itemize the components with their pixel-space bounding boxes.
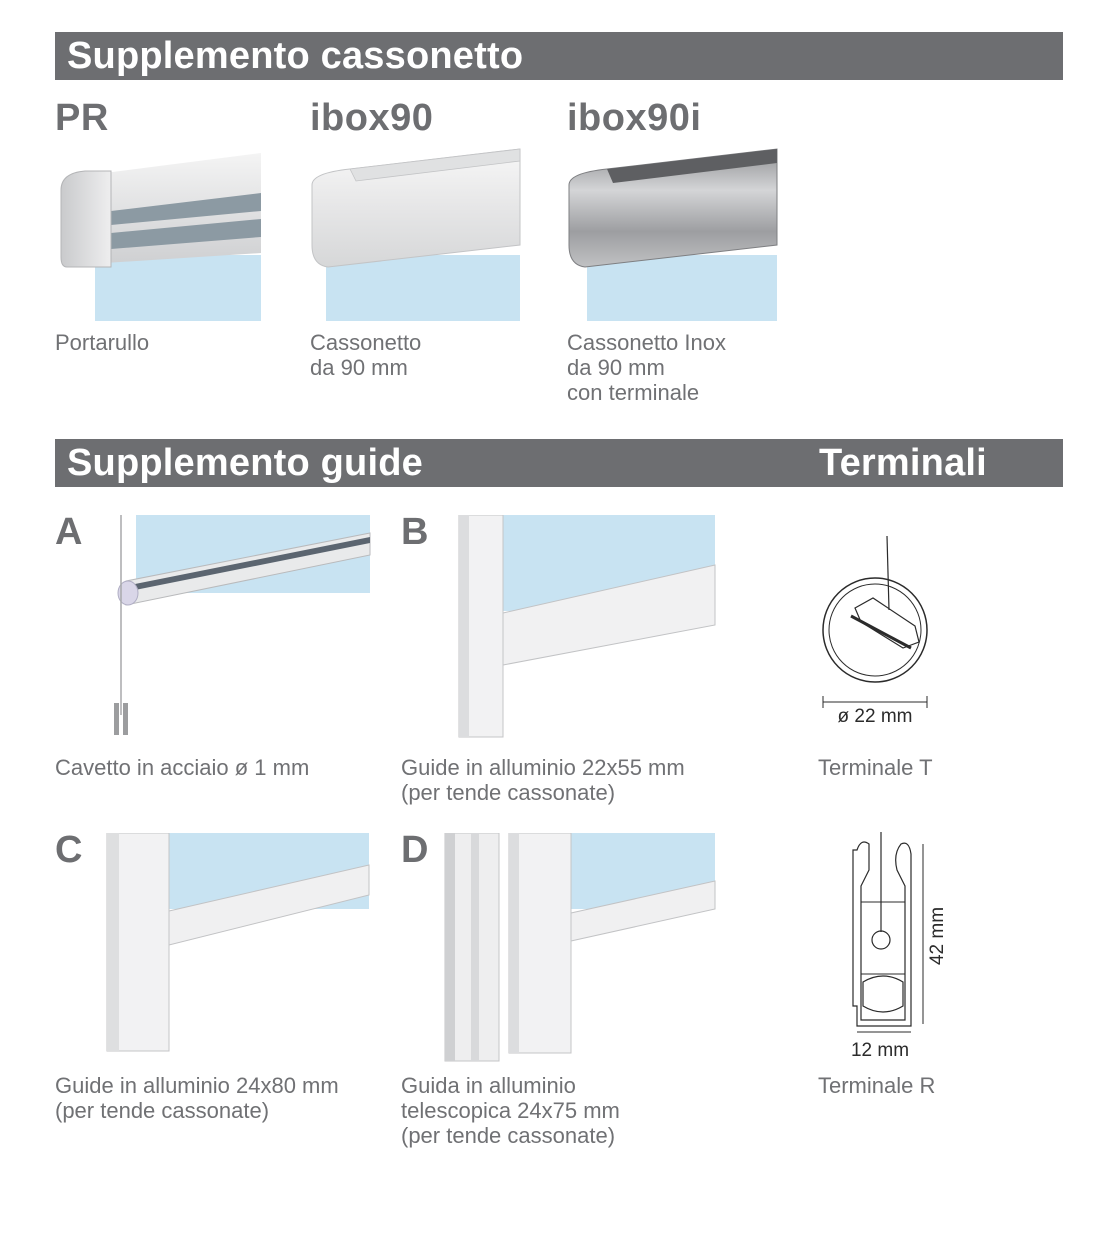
caption-portarullo bbox=[55, 330, 149, 355]
caption-line: Terminale T bbox=[818, 755, 933, 780]
caption-line: Terminale R bbox=[818, 1073, 936, 1098]
caption-line: (per tende cassonate) bbox=[401, 1123, 616, 1148]
section-header-cassonetto bbox=[55, 32, 1063, 80]
caption-line: (per tende cassonate) bbox=[401, 780, 616, 805]
caption-line: da 90 mm bbox=[567, 355, 665, 380]
letter-c: C bbox=[55, 829, 83, 871]
caption-guida-telescopica bbox=[401, 1073, 620, 1148]
product-code-pr: PR bbox=[55, 97, 109, 139]
guide-22x55-image bbox=[455, 515, 717, 740]
caption-terminale-t bbox=[818, 755, 933, 780]
caption-ibox90i bbox=[567, 330, 726, 405]
caption-line: Guide in alluminio 24x80 mm bbox=[55, 1073, 339, 1098]
section-header-guide bbox=[55, 439, 1063, 487]
caption-line: da 90 mm bbox=[310, 355, 408, 380]
portarullo-image bbox=[55, 145, 265, 325]
section-title-terminali: Terminali bbox=[819, 442, 987, 484]
ibox90-image bbox=[310, 145, 524, 325]
product-code-ibox90: ibox90 bbox=[310, 97, 434, 139]
terminale-t-dimension: ø 22 mm bbox=[837, 706, 913, 727]
letter-b: B bbox=[401, 511, 429, 553]
caption-line: con terminale bbox=[567, 380, 700, 405]
guida-telescopica-image bbox=[443, 833, 717, 1068]
caption-line: (per tende cassonate) bbox=[55, 1098, 270, 1123]
terminale-r-height: 42 mm bbox=[927, 906, 948, 966]
product-code-ibox90i: ibox90i bbox=[567, 97, 702, 139]
caption-line: telescopica 24x75 mm bbox=[401, 1098, 620, 1123]
caption-line: Guide in alluminio 22x55 mm bbox=[401, 755, 685, 780]
caption-line: Cassonetto bbox=[310, 330, 422, 355]
terminale-r-width: 12 mm bbox=[850, 1040, 910, 1061]
letter-a: A bbox=[55, 511, 83, 553]
letter-d: D bbox=[401, 829, 429, 871]
terminale-t-drawing bbox=[815, 530, 945, 735]
caption-terminale-r bbox=[818, 1073, 935, 1098]
caption-cavetto bbox=[55, 755, 309, 780]
guide-24x80-image bbox=[105, 833, 372, 1058]
cavetto-image bbox=[110, 515, 372, 740]
caption-line: Guida in alluminio bbox=[401, 1073, 576, 1098]
section-title-guide: Supplemento guide bbox=[67, 442, 423, 484]
ibox90i-image bbox=[567, 145, 781, 325]
caption-guide-24x80 bbox=[55, 1073, 339, 1123]
section-title-cassonetto: Supplemento cassonetto bbox=[67, 35, 524, 77]
caption-line: Cassonetto Inox bbox=[567, 330, 726, 355]
caption-line: Cavetto in acciaio ø 1 mm bbox=[55, 755, 310, 780]
caption-guide-22x55 bbox=[401, 755, 685, 805]
caption-line: Portarullo bbox=[55, 330, 150, 355]
caption-ibox90 bbox=[310, 330, 421, 380]
